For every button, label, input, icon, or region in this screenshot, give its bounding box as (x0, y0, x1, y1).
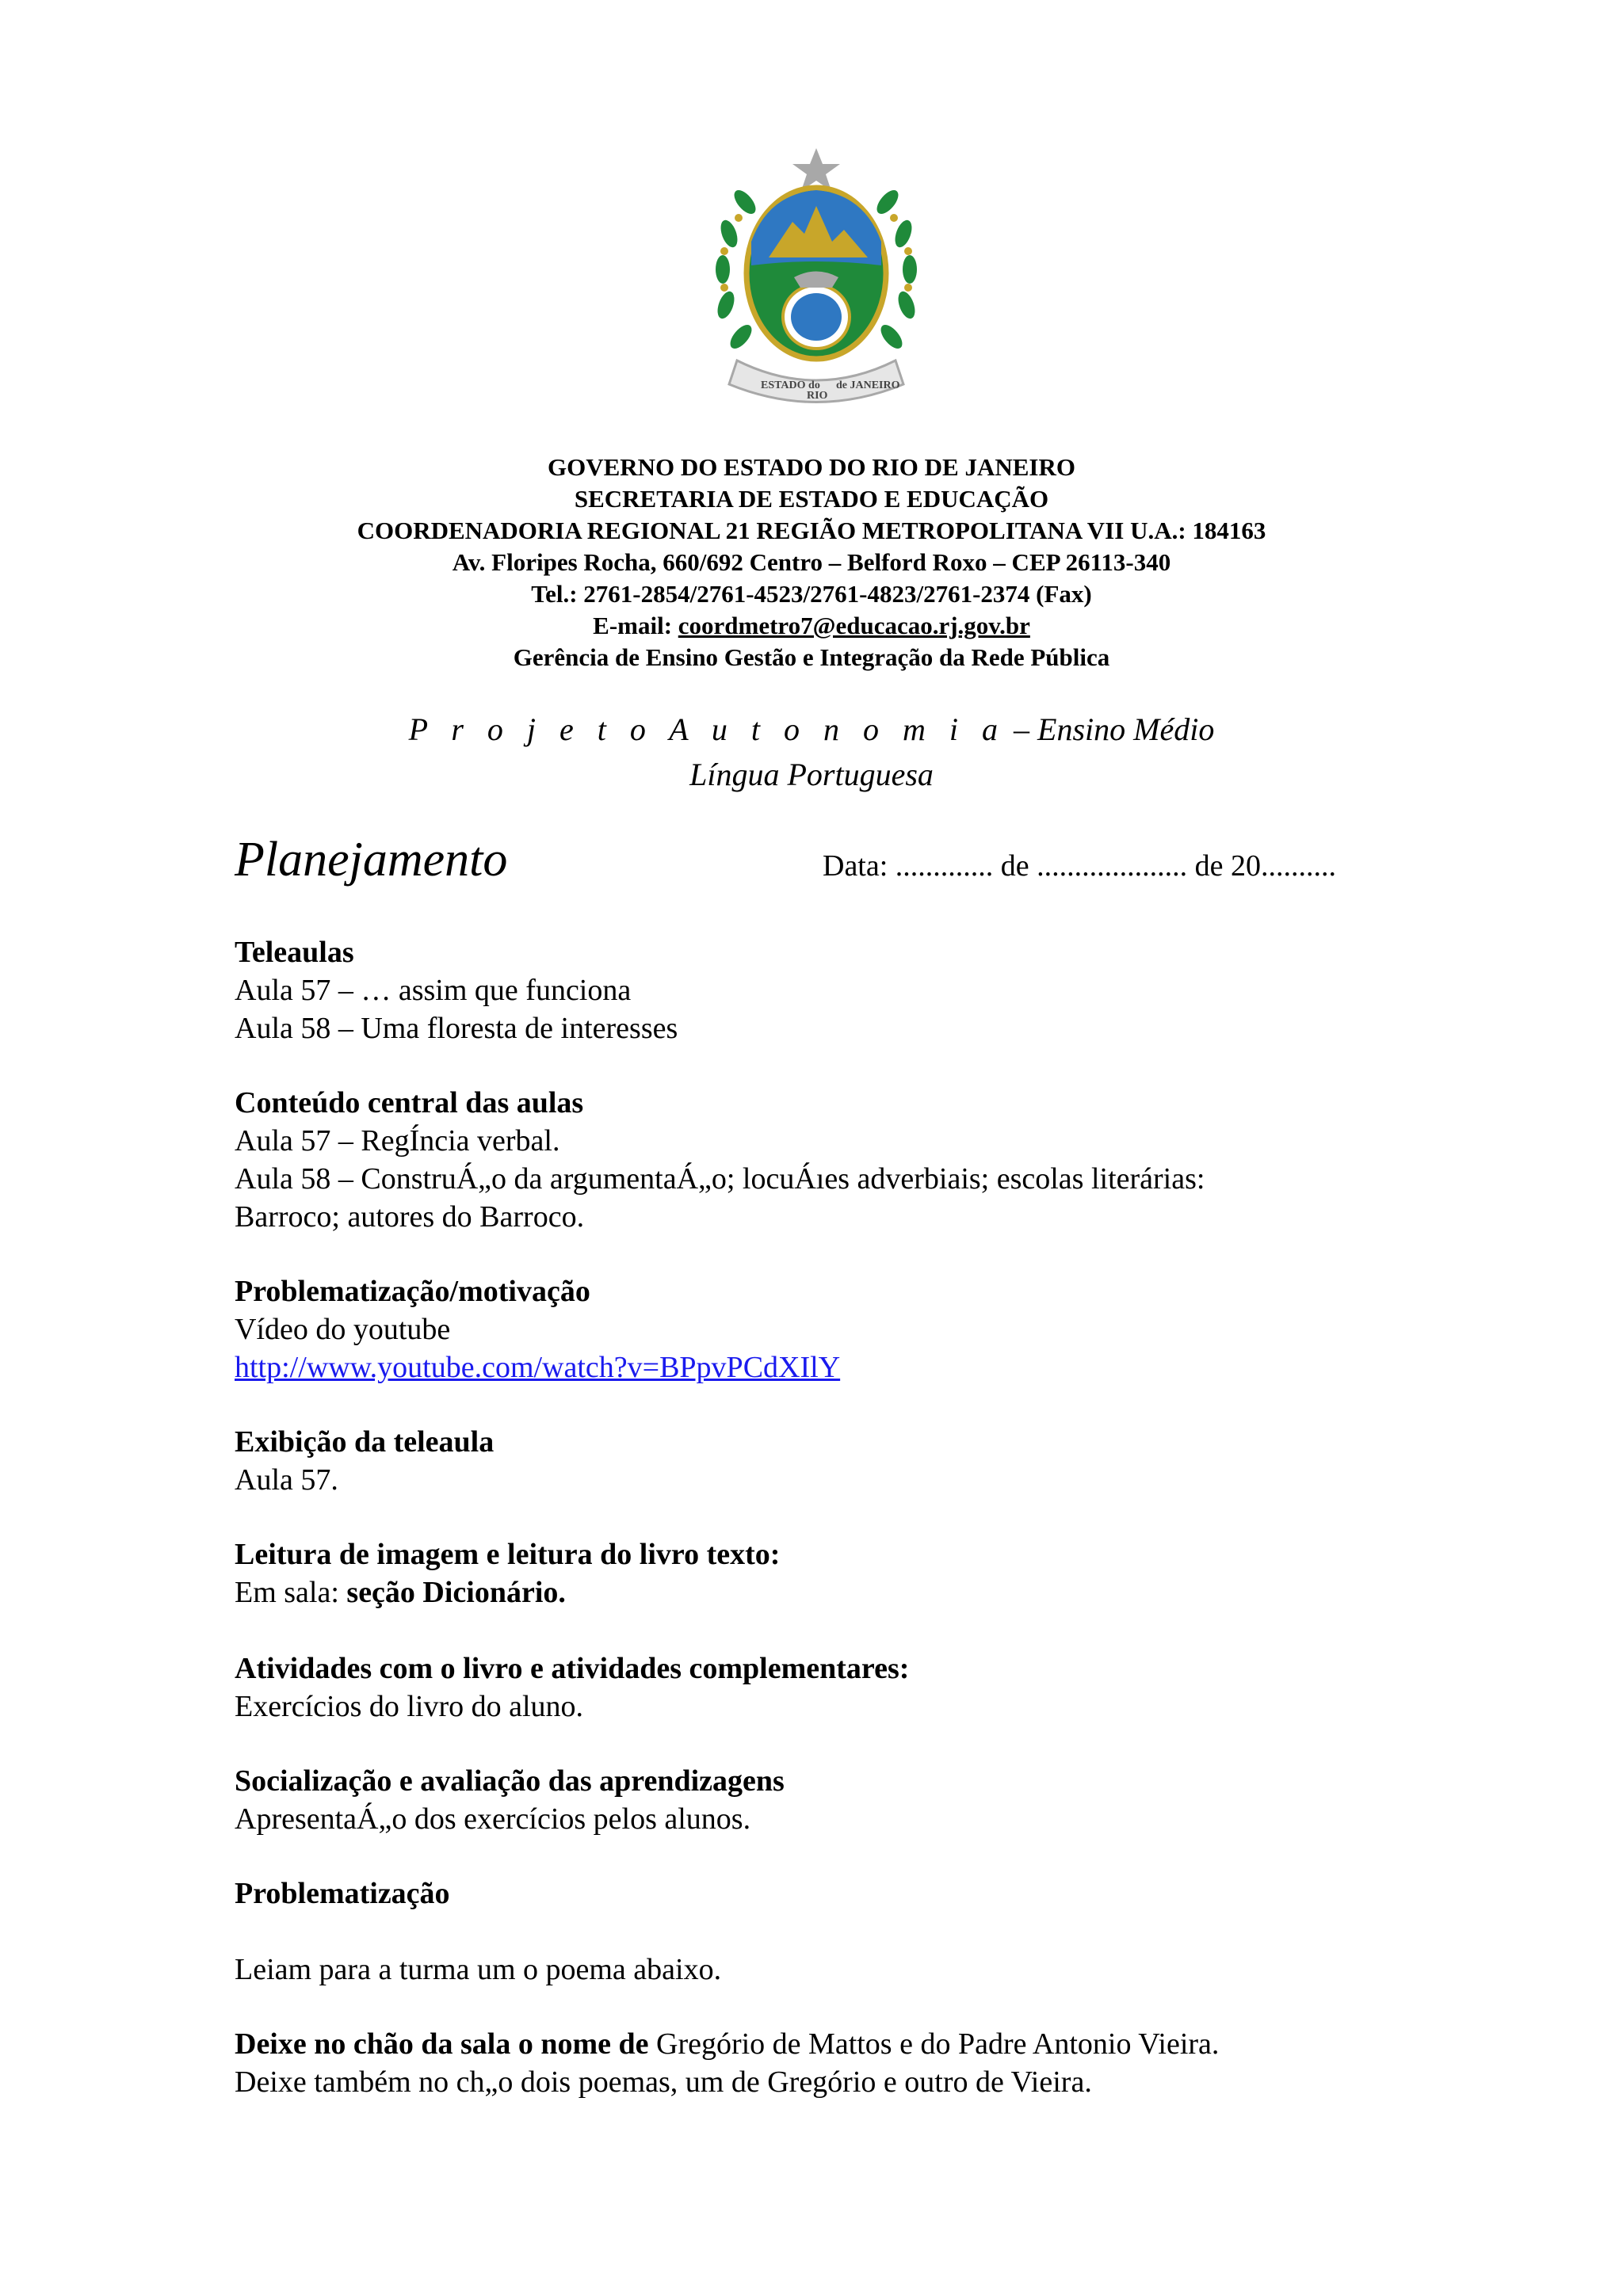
section-text (235, 1573, 1423, 1611)
project-subject: Língua Portuguesa (689, 757, 934, 792)
deixe-line-2: Deixe também no ch„o dois poemas, um de Gregório e outro de Vieira. (235, 2065, 1092, 2099)
header-address: Av. Floripes Rocha, 660/692 Centro – Belford Roxo – CEP 26113-340 (452, 548, 1171, 576)
section-leitura (235, 1535, 1423, 1611)
section-heading: Exibição da teleaula (235, 1425, 495, 1459)
youtube-link[interactable]: http://www.youtube.com/watch?v=BPpvPCdXIlY (235, 1351, 841, 1384)
header-management: Gerência de Ensino Gestão e Integração da Rede Pública (513, 643, 1110, 671)
email-link[interactable]: coordmetro7@educacao.rj.gov.br (678, 612, 1030, 639)
section-heading: Problematização/motivação (235, 1275, 590, 1308)
section-heading: Problematização (235, 1877, 450, 1910)
section-heading: Socialização e avaliação das aprendizagens (235, 1764, 785, 1798)
section-text: Aula 57. (235, 1463, 338, 1497)
project-title-rest: – Ensino Médio (1006, 711, 1215, 747)
list-item: Aula 58 – ConstruÁ„o da argumentaÁ„o; locuÁıes adverbiais; escolas literárias: (235, 1162, 1205, 1196)
section-conteudo (235, 1084, 1423, 1236)
header-secretariat: SECRETARIA DE ESTADO E EDUCAÇÃO (574, 485, 1049, 513)
list-item: Barroco; autores do Barroco. (235, 1200, 585, 1234)
section-heading: Teleaulas (235, 936, 354, 969)
section-atividades (235, 1650, 1423, 1726)
svg-text:RIO: RIO (807, 390, 828, 402)
header-phone: Tel.: 2761-2854/2761-4523/2761-4823/2761-2374 (Fax) (531, 580, 1092, 608)
svg-text:ESTADO do: ESTADO do (761, 379, 820, 391)
section-problematizacao (235, 1875, 1423, 1913)
section-socializacao (235, 1762, 1423, 1838)
state-coat-of-arms (705, 147, 927, 420)
section-heading: Leitura de imagem e leitura do livro texto: (235, 1538, 781, 1571)
deixe-rest: Gregório de Mattos e do Padre Antonio Vieira. (648, 2027, 1220, 2061)
crest-star (792, 148, 840, 191)
section-text: Vídeo do youtube (235, 1313, 451, 1346)
list-item: Aula 57 – … assim que funciona (235, 974, 632, 1007)
email-label: E-mail: (593, 612, 678, 639)
date-line: Data: ............. de .................... de 20.......... (823, 849, 1337, 883)
leitura-bold: seção Dicionário. (346, 1576, 566, 1609)
section-exibicao (235, 1423, 1423, 1499)
list-item: Aula 57 – RegÍncia verbal. (235, 1124, 560, 1158)
section-text: Exercícios do livro do aluno. (235, 1690, 584, 1723)
project-title (0, 707, 1623, 752)
list-item: Aula 58 – Uma floresta de interesses (235, 1012, 678, 1045)
svg-text:de JANEIRO: de JANEIRO (836, 379, 900, 391)
deixe-bold: Deixe no chão da sala o nome de (235, 2027, 649, 2061)
section-deixe (235, 2025, 1423, 2101)
section-heading: Conteúdo central das aulas (235, 1086, 584, 1119)
header-coordination: COORDENADORIA REGIONAL 21 REGIÃO METROPOLITANA VII U.A.: 184163 (357, 517, 1266, 544)
section-text: ApresentaÁ„o dos exercícios pelos alunos. (235, 1802, 751, 1836)
section-heading: Atividades com o livro e atividades complementares: (235, 1652, 910, 1685)
header-government: GOVERNO DO ESTADO DO RIO DE JANEIRO (547, 453, 1075, 481)
problematizacao-text: Leiam para a turma um o poema abaixo. (235, 1953, 722, 1986)
deixe-line-1 (235, 2025, 1423, 2063)
section-teleaulas (235, 933, 1423, 1047)
section-problematizacao-motivacao (235, 1272, 1423, 1386)
header-email-line (0, 610, 1623, 642)
project-title-spaced: P r o j e t o A u t o n o m i a (408, 711, 1006, 747)
leitura-prefix: Em sala: (235, 1576, 347, 1609)
planning-title: Planejamento (235, 833, 508, 887)
